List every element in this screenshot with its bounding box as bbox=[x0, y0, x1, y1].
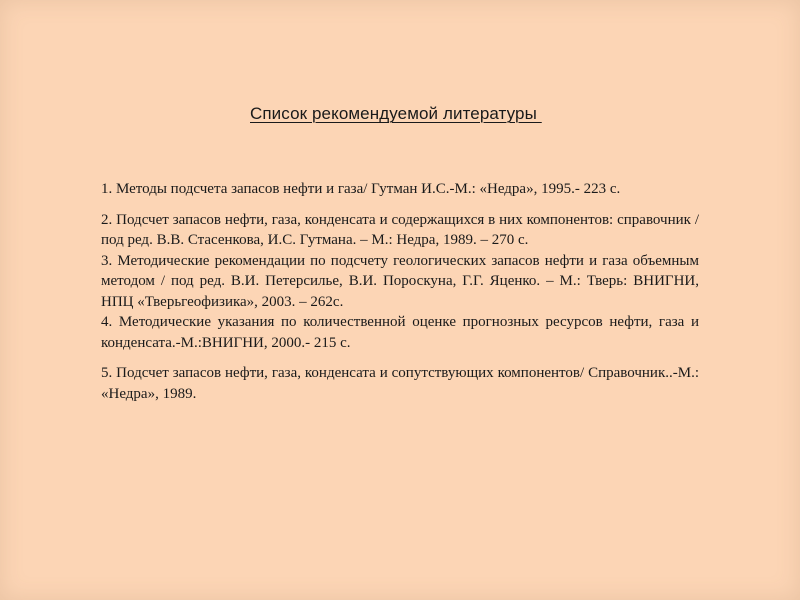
reference-item-1: 1. Методы подсчета запасов нефти и газа/ Гутман И.С.-М.: «Недра», 1995.- 223 с. bbox=[101, 181, 621, 197]
reference-list bbox=[101, 179, 699, 404]
reference-item-5: 5. Подсчет запасов нефти, газа, конденсата и сопутствующих компонентов/ Справочник..-М.: «Недра», 1989. bbox=[101, 365, 699, 402]
reference-item-3: 3. Методические рекомендации по подсчету геологических запасов нефти и газа объемным методом / под ред. В.И. Петерсилье, В.И. Пороскуна, Г.Г. Яценко. – М.: Тверь: ВНИГНИ, НПЦ «Тверьгеофизика», 2003. – 262с. bbox=[101, 252, 699, 310]
slide-title: Список рекомендуемой литературы bbox=[250, 104, 542, 123]
reference-item-4: 4. Методические указания по количественной оценке прогнозных ресурсов нефти, газа и конденсата.-М.:ВНИГНИ, 2000.- 215 с. bbox=[101, 314, 699, 351]
reference-item-2: 2. Подсчет запасов нефти, газа, конденсата и содержащихся в них компонентов: справочник / под ред. В.В. Стасенкова, И.С. Гутмана. – М.: Недра, 1989. – 270 с. bbox=[101, 211, 699, 248]
